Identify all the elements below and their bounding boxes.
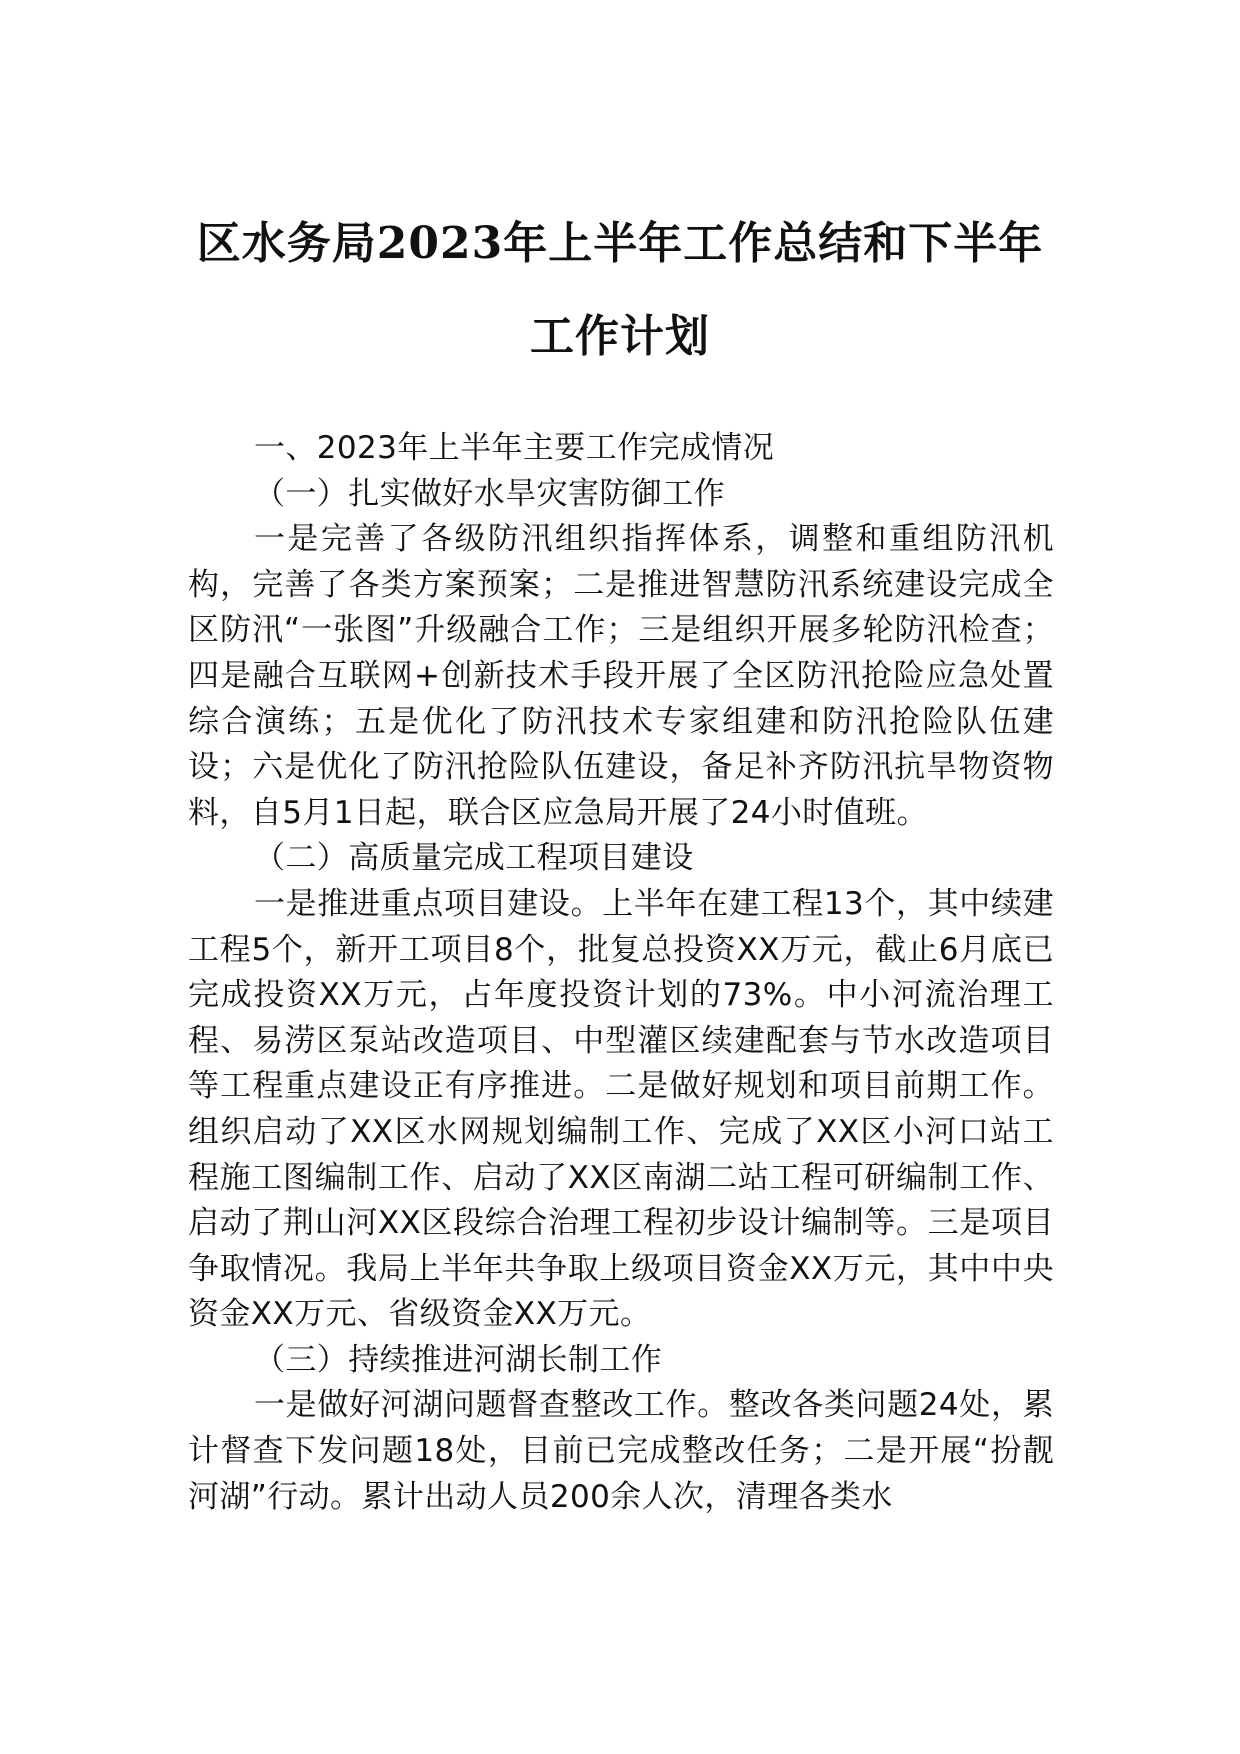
subsection-heading: （一）扎实做好水旱灾害防御工作 (254, 475, 725, 512)
paragraph: 一是完善了各级防汛组织指挥体系，调整和重组防汛机构，完善了各类方案预案；二是推进智慧防汛系统建设完成全区防汛“一张图”升级融合工作；三是组织开展多轮防汛检查；四是融合互联网+创新技术手段开展了全区防汛抢险应急处置综合演练；五是优化了防汛技术专家组建和防汛抢险队伍建设；六是优化了防汛抢险队伍建设，备足补齐防汛抗旱物资物料，自5月1日起，联合区应急局开展了24小时值班。 (188, 521, 1054, 831)
document-title-line-2: 工作计划 (530, 311, 710, 362)
document-title-line-1: 区水务局2023年上半年工作总结和下半年 (196, 218, 1044, 269)
section-heading: 一、2023年上半年主要工作完成情况 (254, 430, 775, 466)
paragraph: 一是推进重点项目建设。上半年在建工程13个，其中续建工程5个，新开工项目8个，批复总投资XX万元，截止6月底已完成投资XX万元，占年度投资计划的73%。中小河流治理工程、易涝区泵站改造项目、中型灌区续建配套与节水改造项目等工程重点建设正有序推进。二是做好规划和项目前期工作。组织启动了XX区水网规划编制工作、完成了XX区小河口站工程施工图编制工作、启动了XX区南湖二站工程可研编制工作、启动了荆山河XX区段综合治理工程初步设计编制等。三是项目争取情况。我局上半年共争取上级项目资金XX万元，其中中央资金XX万元、省级资金XX万元。 (188, 885, 1054, 1333)
paragraph: 一是做好河湖问题督查整改工作。整改各类问题24处，累计督查下发问题18处，目前已完成整改任务；二是开展“扮靓河湖”行动。累计出动人员200余人次，清理各类水 (188, 1387, 1054, 1515)
document-body (188, 426, 1054, 1520)
subsection-heading: （三）持续推进河湖长制工作 (254, 1341, 663, 1378)
subsection-heading: （二）高质量完成工程项目建设 (254, 840, 694, 877)
